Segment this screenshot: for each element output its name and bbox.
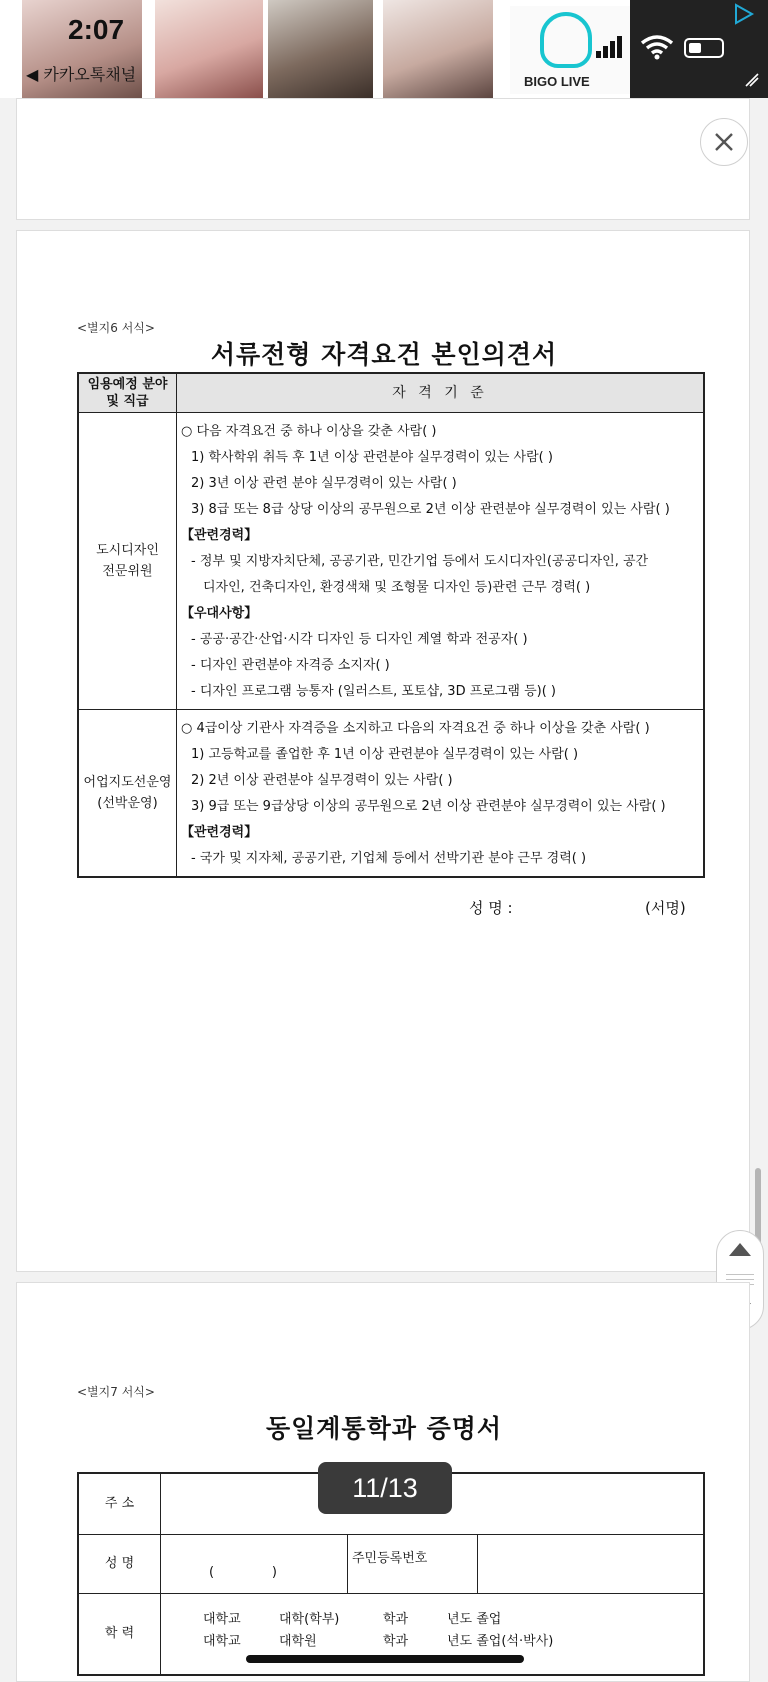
signature-label: 성 명 : [469,899,513,917]
criteria-line: - 국가 및 지자체, 공공기관, 기업체 등에서 선박기관 분야 근무 경력( ) [191,851,587,866]
header-field [79,374,177,412]
grip-line [726,1279,754,1280]
page-indicator: 11/13 [318,1462,452,1514]
header-criteria: 자 격 기 준 [177,374,703,412]
edu-text: 대학교 [203,1612,241,1627]
form-label: <별지6 서식> [77,321,155,335]
criteria-line: 2) 2년 이상 관련분야 실무경력이 있는 사람( ) [191,773,453,788]
criteria-line: 1) 학사학위 취득 후 1년 이상 관련분야 실무경력이 있는 사람( ) [191,450,553,465]
edu-text: 대학교 [203,1634,241,1649]
row-label: 성 명 [79,1535,161,1593]
back-to-app-link[interactable]: ◀ 카카오톡채널 [26,65,137,84]
table-header [79,374,703,413]
status-bar-ad-banner [0,0,768,98]
criteria-line: 3) 9급 또는 9급상당 이상의 공무원으로 2년 이상 관련분야 실무경력이 있는 사람( ) [191,799,666,814]
criteria-line: 【우대사항】 [181,606,258,621]
field-name-line: 어업지도선운영 [83,775,172,790]
criteria-line: - 정부 및 지방자치단체, 공공기관, 민간기업 등에서 도시디자인(공공디자인, 공간 [191,554,649,569]
document-title: 동일계통학과 증명서 [265,1414,503,1443]
ad-thumbnail[interactable] [268,0,373,98]
name-cell [161,1535,348,1593]
close-icon [701,119,747,165]
edu-text: 학과 [383,1612,409,1627]
field-cell [79,413,177,709]
ad-brand-name: BIGO LIVE [524,74,590,89]
home-indicator[interactable] [246,1655,524,1663]
criteria-line: ○ 4급이상 기관사 자격증을 소지하고 다음의 자격요건 중 하나 이상을 갖춘 사람( ) [181,721,650,736]
criteria-line: ○ 다음 자격요건 중 하나 이상을 갖춘 사람( ) [181,424,437,439]
field-cell [79,710,177,876]
criteria-line: - 디자인 관련분야 자격증 소지자( ) [191,658,390,673]
field-name-line: 전문위원 [102,564,153,579]
grip-line [726,1274,754,1275]
header-field-line: 임용예정 분야 [87,377,168,392]
form-label: <별지7 서식> [77,1385,155,1399]
chevron-up-icon[interactable] [729,1243,751,1256]
name-paren: ( ) [209,1565,277,1580]
table-row [79,1535,703,1594]
criteria-line: 【관련경력】 [181,825,258,840]
criteria-line: 디자인, 건축디자인, 환경색채 및 조형물 디자인 등)관련 근무 경력( ) [203,580,591,595]
document-title: 서류전형 자격요건 본인의견서 [210,340,558,369]
criteria-line: - 디자인 프로그램 능통자 (일러스트, 포토샵, 3D 프로그램 등)( ) [191,684,556,699]
battery-icon [684,38,724,58]
table-row [79,710,703,876]
table-row [79,413,703,710]
field-name-line: (선박운영) [97,796,158,811]
document-page-previous [16,98,750,220]
qualification-table [77,372,705,878]
signal-icon [596,36,624,58]
ad-thumbnail[interactable] [155,0,263,98]
criteria-line: 【관련경력】 [181,528,258,543]
ad-thumbnail[interactable] [383,0,493,98]
ad-close-icon[interactable] [744,72,760,88]
edu-text: 년도 졸업(석·박사) [447,1634,554,1649]
criteria-cell [177,413,703,709]
document-page-form6 [16,230,750,1272]
edu-text: 년도 졸업 [447,1612,502,1627]
resident-number-cell [478,1535,703,1593]
edu-text: 학과 [383,1634,409,1649]
row-label: 주 소 [79,1474,161,1534]
resident-number-label: 주민등록번호 [348,1535,478,1593]
close-button[interactable] [700,118,748,166]
criteria-cell [177,710,703,876]
row-label: 학 력 [79,1594,161,1674]
status-time: 2:07 [68,14,125,45]
edu-text: 대학원 [279,1634,317,1649]
criteria-line: 3) 8급 또는 8급 상당 이상의 공무원으로 2년 이상 관련분야 실무경력이 있는 사람( ) [191,502,670,517]
ad-choices-icon[interactable] [732,2,756,26]
wifi-icon [640,34,674,60]
signature-suffix: (서명) [645,899,686,917]
criteria-line: 2) 3년 이상 관련 분야 실무경력이 있는 사람( ) [191,476,457,491]
header-field-line: 및 직급 [106,394,149,409]
criteria-line: 1) 고등학교를 졸업한 후 1년 이상 관련분야 실무경력이 있는 사람( ) [191,747,579,762]
field-name-line: 도시디자인 [96,543,159,558]
edu-text: 대학(학부) [279,1612,340,1627]
criteria-line: - 공공·공간·산업·시각 디자인 등 디자인 계열 학과 전공자( ) [191,632,528,647]
bigo-logo-icon [540,12,592,68]
